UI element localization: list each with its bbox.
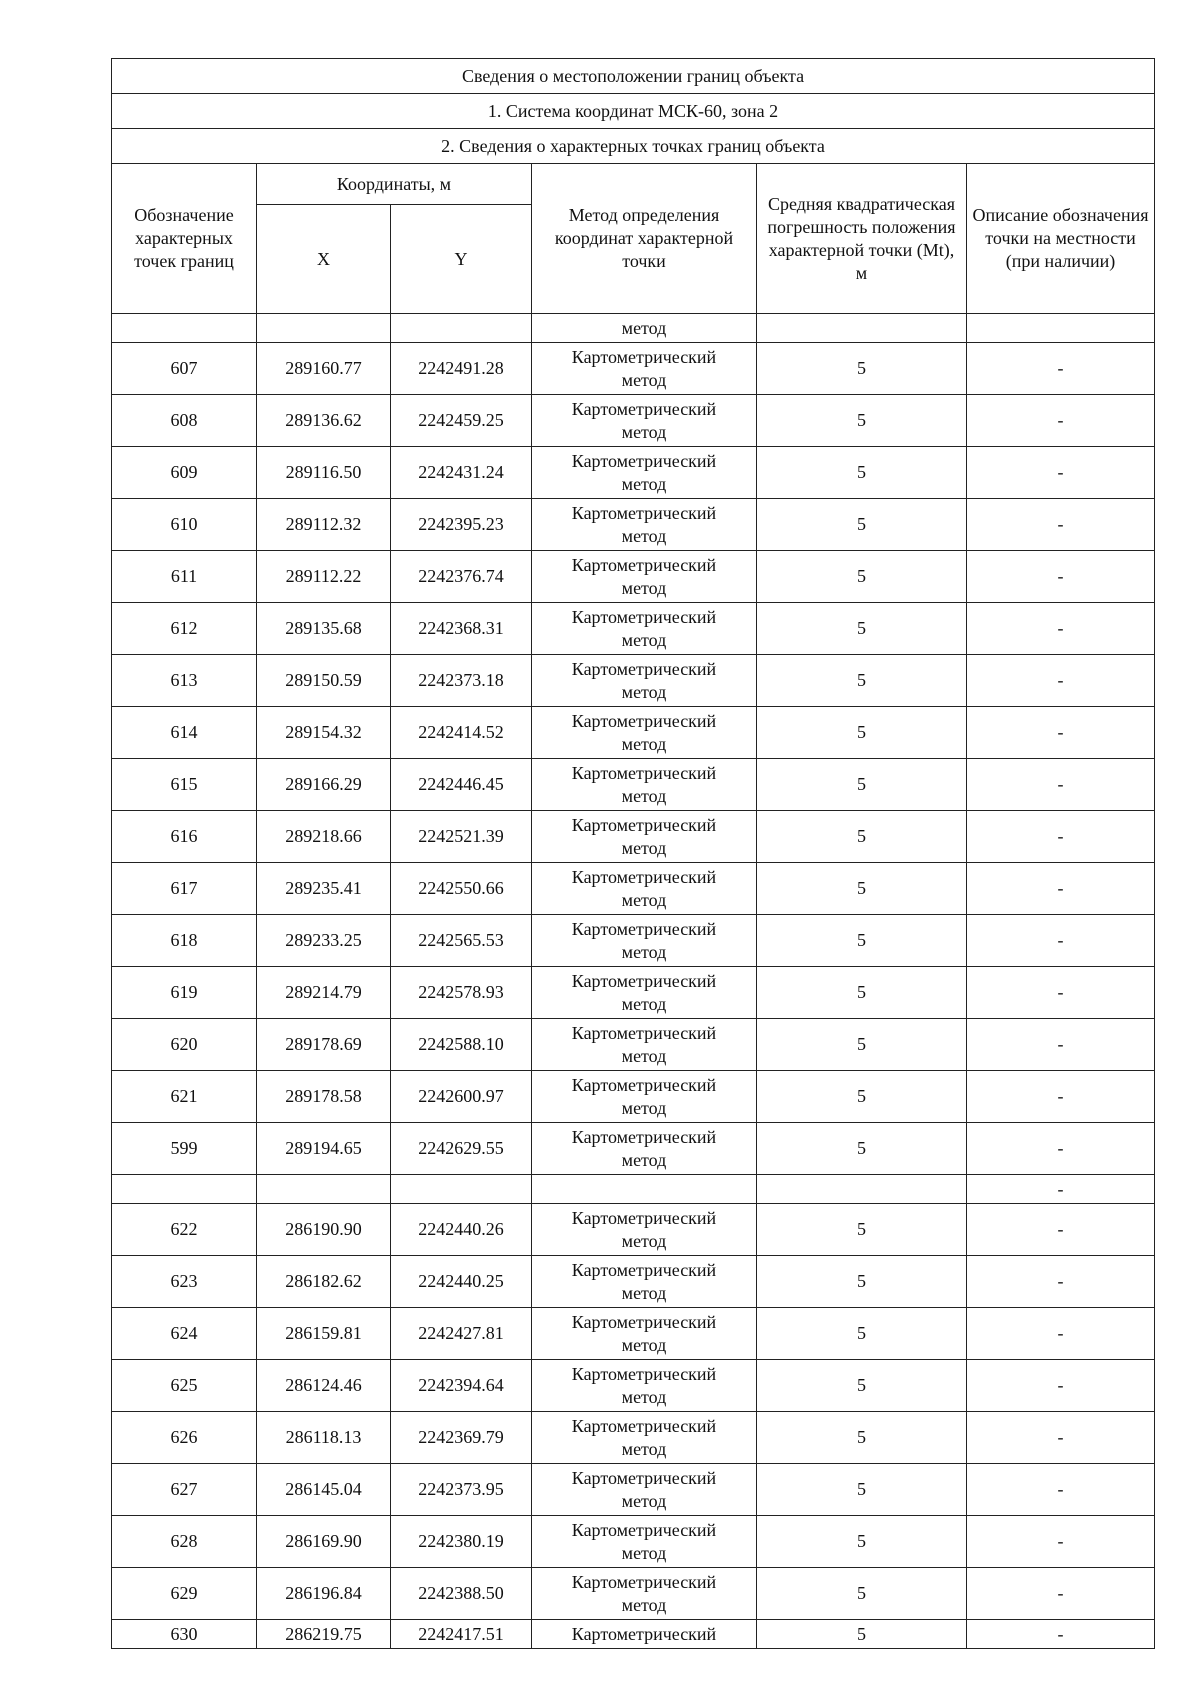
cell-accuracy: 5: [757, 1412, 967, 1464]
cell-description: -: [967, 551, 1155, 603]
table-row: [112, 707, 1155, 759]
cell-x: 289218.66: [257, 811, 391, 863]
cell-y: 2242417.51: [391, 1620, 532, 1649]
cell-accuracy: [757, 314, 967, 343]
cell-x: 289154.32: [257, 707, 391, 759]
cell-point: [112, 314, 257, 343]
method-line1: Картометрический: [571, 866, 717, 887]
table-row: [112, 603, 1155, 655]
cell-method: [532, 915, 757, 967]
cell-y: 2242427.81: [391, 1308, 532, 1360]
cell-method: [532, 655, 757, 707]
cell-point: 609: [112, 447, 257, 499]
table-row: [112, 1071, 1155, 1123]
cell-method: [532, 759, 757, 811]
cell-description: -: [967, 395, 1155, 447]
method-line1: Картометрический: [571, 1363, 717, 1384]
cell-point: 626: [112, 1412, 257, 1464]
method-line1: Картометрический: [571, 1467, 717, 1488]
cell-x: 286190.90: [257, 1204, 391, 1256]
cell-description: -: [967, 499, 1155, 551]
cell-description: -: [967, 915, 1155, 967]
cell-point: [112, 1175, 257, 1204]
cell-method: [532, 447, 757, 499]
method-line1: Картометрический: [571, 450, 717, 471]
cell-y: 2242578.93: [391, 967, 532, 1019]
cell-method: [532, 1516, 757, 1568]
cell-x: 289194.65: [257, 1123, 391, 1175]
cell-x: 289112.32: [257, 499, 391, 551]
cell-description: -: [967, 707, 1155, 759]
cell-y: 2242368.31: [391, 603, 532, 655]
cell-method: [532, 1175, 757, 1204]
method-line1: Картометрический: [571, 1126, 717, 1147]
cell-point: 628: [112, 1516, 257, 1568]
cell-description: -: [967, 759, 1155, 811]
cell-method: [532, 499, 757, 551]
cell-point: 620: [112, 1019, 257, 1071]
cell-method: [532, 967, 757, 1019]
cell-x: 289166.29: [257, 759, 391, 811]
section-title-coordinate-system: 1. Система координат МСК-60, зона 2: [112, 94, 1155, 129]
cell-point: 622: [112, 1204, 257, 1256]
cell-method: [532, 343, 757, 395]
cell-y: 2242491.28: [391, 343, 532, 395]
cell-y: 2242373.95: [391, 1464, 532, 1516]
cell-accuracy: 5: [757, 1071, 967, 1123]
cell-x: 286159.81: [257, 1308, 391, 1360]
method-line2: метод: [621, 1230, 667, 1251]
method-line2: метод: [621, 837, 667, 858]
cell-x: 289150.59: [257, 655, 391, 707]
cell-x: [257, 314, 391, 343]
cell-description: -: [967, 1071, 1155, 1123]
method-line2: метод: [621, 1097, 667, 1118]
cell-y: 2242440.26: [391, 1204, 532, 1256]
cell-method: [532, 1123, 757, 1175]
cell-x: 286182.62: [257, 1256, 391, 1308]
cell-point: 610: [112, 499, 257, 551]
cell-y: 2242521.39: [391, 811, 532, 863]
cell-accuracy: 5: [757, 1516, 967, 1568]
cell-method: Картометрический: [532, 1620, 757, 1649]
cell-method: [532, 863, 757, 915]
table-row: [112, 1568, 1155, 1620]
method-line2: метод: [621, 1386, 667, 1407]
cell-point: 615: [112, 759, 257, 811]
header-coords: Координаты, м: [257, 164, 532, 205]
cell-description: -: [967, 1516, 1155, 1568]
cell-point: 613: [112, 655, 257, 707]
cell-x: 286169.90: [257, 1516, 391, 1568]
method-line1: Картометрический: [571, 1207, 717, 1228]
cell-method: [532, 1568, 757, 1620]
cell-description: [967, 314, 1155, 343]
cell-method: [532, 1360, 757, 1412]
cell-description: -: [967, 1123, 1155, 1175]
table-row: [112, 395, 1155, 447]
cell-x: 289178.58: [257, 1071, 391, 1123]
cell-y: [391, 314, 532, 343]
cell-method: [532, 811, 757, 863]
cell-y: 2242431.24: [391, 447, 532, 499]
cell-y: [391, 1175, 532, 1204]
cell-description: -: [967, 811, 1155, 863]
table-row: [112, 1256, 1155, 1308]
cell-description: -: [967, 967, 1155, 1019]
table-row: [112, 343, 1155, 395]
cell-point: 608: [112, 395, 257, 447]
table-row: [112, 1308, 1155, 1360]
method-line2: метод: [621, 1045, 667, 1066]
method-line1: Картометрический: [571, 1259, 717, 1280]
separator-row: [112, 1175, 1155, 1204]
cell-description: -: [967, 343, 1155, 395]
cell-method: [532, 1256, 757, 1308]
section-title-location: Сведения о местоположении границ объекта: [112, 59, 1155, 94]
header-accuracy: Средняя квадратическая погрешность положения характерной точки (Mt), м: [757, 164, 967, 314]
cell-point: 630: [112, 1620, 257, 1649]
cell-accuracy: 5: [757, 707, 967, 759]
method-line2: метод: [621, 1149, 667, 1170]
cell-accuracy: 5: [757, 1464, 967, 1516]
cell-y: 2242395.23: [391, 499, 532, 551]
table-row: [112, 1019, 1155, 1071]
table-row: [112, 655, 1155, 707]
method-line1: Картометрический: [571, 1571, 717, 1592]
header-point: Обозначение характерных точек границ: [112, 164, 257, 314]
cell-y: 2242414.52: [391, 707, 532, 759]
cell-x: 289178.69: [257, 1019, 391, 1071]
cell-point: 612: [112, 603, 257, 655]
cell-method: [532, 707, 757, 759]
cell-description: -: [967, 1204, 1155, 1256]
cell-y: 2242565.53: [391, 915, 532, 967]
cell-y: 2242380.19: [391, 1516, 532, 1568]
cell-accuracy: 5: [757, 395, 967, 447]
cell-x: 286118.13: [257, 1412, 391, 1464]
cell-x: 286124.46: [257, 1360, 391, 1412]
cell-x: 289233.25: [257, 915, 391, 967]
cell-accuracy: 5: [757, 551, 967, 603]
table-row-last: [112, 1620, 1155, 1649]
cell-description: -: [967, 1412, 1155, 1464]
cell-description: -: [967, 1464, 1155, 1516]
cell-description: -: [967, 1019, 1155, 1071]
method-line2: метод: [621, 1542, 667, 1563]
cell-point: 616: [112, 811, 257, 863]
method-line2: метод: [621, 525, 667, 546]
method-line1: Картометрический: [571, 814, 717, 835]
cell-method: [532, 1464, 757, 1516]
cell-accuracy: 5: [757, 759, 967, 811]
cell-x: [257, 1175, 391, 1204]
cell-accuracy: 5: [757, 447, 967, 499]
cell-method: [532, 1071, 757, 1123]
method-line2: метод: [621, 681, 667, 702]
cell-accuracy: 5: [757, 863, 967, 915]
cell-point: 623: [112, 1256, 257, 1308]
cell-point: 621: [112, 1071, 257, 1123]
cell-description: -: [967, 603, 1155, 655]
method-line1: Картометрический: [571, 1074, 717, 1095]
method-line2: метод: [621, 421, 667, 442]
cell-y: 2242394.64: [391, 1360, 532, 1412]
method-line2: метод: [621, 629, 667, 650]
cell-accuracy: 5: [757, 1308, 967, 1360]
cell-accuracy: 5: [757, 655, 967, 707]
cell-accuracy: 5: [757, 1568, 967, 1620]
cell-description: -: [967, 1620, 1155, 1649]
cell-x: 289135.68: [257, 603, 391, 655]
table-row: [112, 1516, 1155, 1568]
cell-description: -: [967, 1308, 1155, 1360]
table-row: [112, 1464, 1155, 1516]
cell-description: -: [967, 1568, 1155, 1620]
method-line2: метод: [621, 1594, 667, 1615]
method-line1: Картометрический: [571, 1022, 717, 1043]
cell-method: [532, 395, 757, 447]
cell-x: 289116.50: [257, 447, 391, 499]
header-description: Описание обозначения точки на местности (при наличии): [967, 164, 1155, 314]
cell-y: 2242588.10: [391, 1019, 532, 1071]
cell-description: -: [967, 1360, 1155, 1412]
cell-x: 286196.84: [257, 1568, 391, 1620]
cell-description: -: [967, 447, 1155, 499]
method-line2: метод: [621, 1282, 667, 1303]
cell-y: 2242446.45: [391, 759, 532, 811]
method-line1: Картометрический: [571, 502, 717, 523]
cell-accuracy: 5: [757, 1360, 967, 1412]
method-line1: Картометрический: [571, 970, 717, 991]
cell-accuracy: [757, 1175, 967, 1204]
cell-point: 599: [112, 1123, 257, 1175]
cell-accuracy: 5: [757, 967, 967, 1019]
table-row: [112, 863, 1155, 915]
method-line2: метод: [621, 993, 667, 1014]
continued-row: [112, 314, 1155, 343]
table-row: [112, 967, 1155, 1019]
header-x: X: [257, 205, 391, 314]
cell-x: 289214.79: [257, 967, 391, 1019]
table-row: [112, 499, 1155, 551]
method-line1: Картометрический: [571, 554, 717, 575]
table-row: [112, 447, 1155, 499]
section-title-points: 2. Сведения о характерных точках границ объекта: [112, 129, 1155, 164]
method-line1: Картометрический: [571, 1311, 717, 1332]
table-row: [112, 915, 1155, 967]
cell-accuracy: 5: [757, 1204, 967, 1256]
cell-method: [532, 603, 757, 655]
header-method: Метод определения координат характерной точки: [532, 164, 757, 314]
cell-point: 618: [112, 915, 257, 967]
cell-y: 2242369.79: [391, 1412, 532, 1464]
table-row: [112, 1360, 1155, 1412]
cell-point: 607: [112, 343, 257, 395]
cell-y: 2242376.74: [391, 551, 532, 603]
cell-accuracy: 5: [757, 1123, 967, 1175]
cell-x: 289112.22: [257, 551, 391, 603]
cell-method: [532, 1204, 757, 1256]
cell-accuracy: 5: [757, 499, 967, 551]
boundary-points-table: [111, 58, 1155, 1649]
cell-point: 624: [112, 1308, 257, 1360]
cell-point: 617: [112, 863, 257, 915]
cell-point: 619: [112, 967, 257, 1019]
cell-point: 629: [112, 1568, 257, 1620]
method-line2: метод: [621, 1334, 667, 1355]
table-row: [112, 1412, 1155, 1464]
cell-point: 611: [112, 551, 257, 603]
cell-method: [532, 1019, 757, 1071]
cell-y: 2242440.25: [391, 1256, 532, 1308]
table-row: [112, 759, 1155, 811]
method-line1: Картометрический: [571, 762, 717, 783]
method-line2: метод: [621, 1490, 667, 1511]
cell-accuracy: 5: [757, 811, 967, 863]
cell-y: 2242373.18: [391, 655, 532, 707]
cell-accuracy: 5: [757, 343, 967, 395]
cell-x: 289235.41: [257, 863, 391, 915]
method-line2: метод: [621, 473, 667, 494]
cell-accuracy: 5: [757, 1256, 967, 1308]
cell-x: 286219.75: [257, 1620, 391, 1649]
table-row: [112, 1204, 1155, 1256]
cell-accuracy: 5: [757, 1620, 967, 1649]
method-line2: метод: [621, 369, 667, 390]
cell-point: 614: [112, 707, 257, 759]
cell-method: [532, 551, 757, 603]
method-line1: Картометрический: [571, 1519, 717, 1540]
cell-description: -: [967, 863, 1155, 915]
cell-x: 289136.62: [257, 395, 391, 447]
cell-y: 2242459.25: [391, 395, 532, 447]
cell-x: 289160.77: [257, 343, 391, 395]
method-line1: Картометрический: [571, 710, 717, 731]
header-y: Y: [391, 205, 532, 314]
cell-method: [532, 1412, 757, 1464]
method-line2: метод: [621, 1438, 667, 1459]
cell-y: 2242550.66: [391, 863, 532, 915]
method-line2: метод: [621, 889, 667, 910]
cell-y: 2242388.50: [391, 1568, 532, 1620]
method-line1: Картометрический: [571, 398, 717, 419]
cell-accuracy: 5: [757, 603, 967, 655]
method-line2: метод: [621, 733, 667, 754]
cell-method: [532, 1308, 757, 1360]
method-line1: Картометрический: [571, 918, 717, 939]
method-line1: Картометрический: [571, 658, 717, 679]
cell-description: -: [967, 1256, 1155, 1308]
cell-y: 2242629.55: [391, 1123, 532, 1175]
method-line1: Картометрический: [571, 606, 717, 627]
cell-method: метод: [532, 314, 757, 343]
cell-accuracy: 5: [757, 1019, 967, 1071]
cell-y: 2242600.97: [391, 1071, 532, 1123]
method-line2: метод: [621, 941, 667, 962]
table-row: [112, 811, 1155, 863]
method-line1: Картометрический: [571, 346, 717, 367]
cell-x: 286145.04: [257, 1464, 391, 1516]
table-row: [112, 1123, 1155, 1175]
cell-point: 627: [112, 1464, 257, 1516]
cell-accuracy: 5: [757, 915, 967, 967]
method-line2: метод: [621, 577, 667, 598]
table-row: [112, 551, 1155, 603]
cell-point: 625: [112, 1360, 257, 1412]
cell-description: -: [967, 1175, 1155, 1204]
cell-description: -: [967, 655, 1155, 707]
method-line1: Картометрический: [571, 1415, 717, 1436]
method-line2: метод: [621, 785, 667, 806]
